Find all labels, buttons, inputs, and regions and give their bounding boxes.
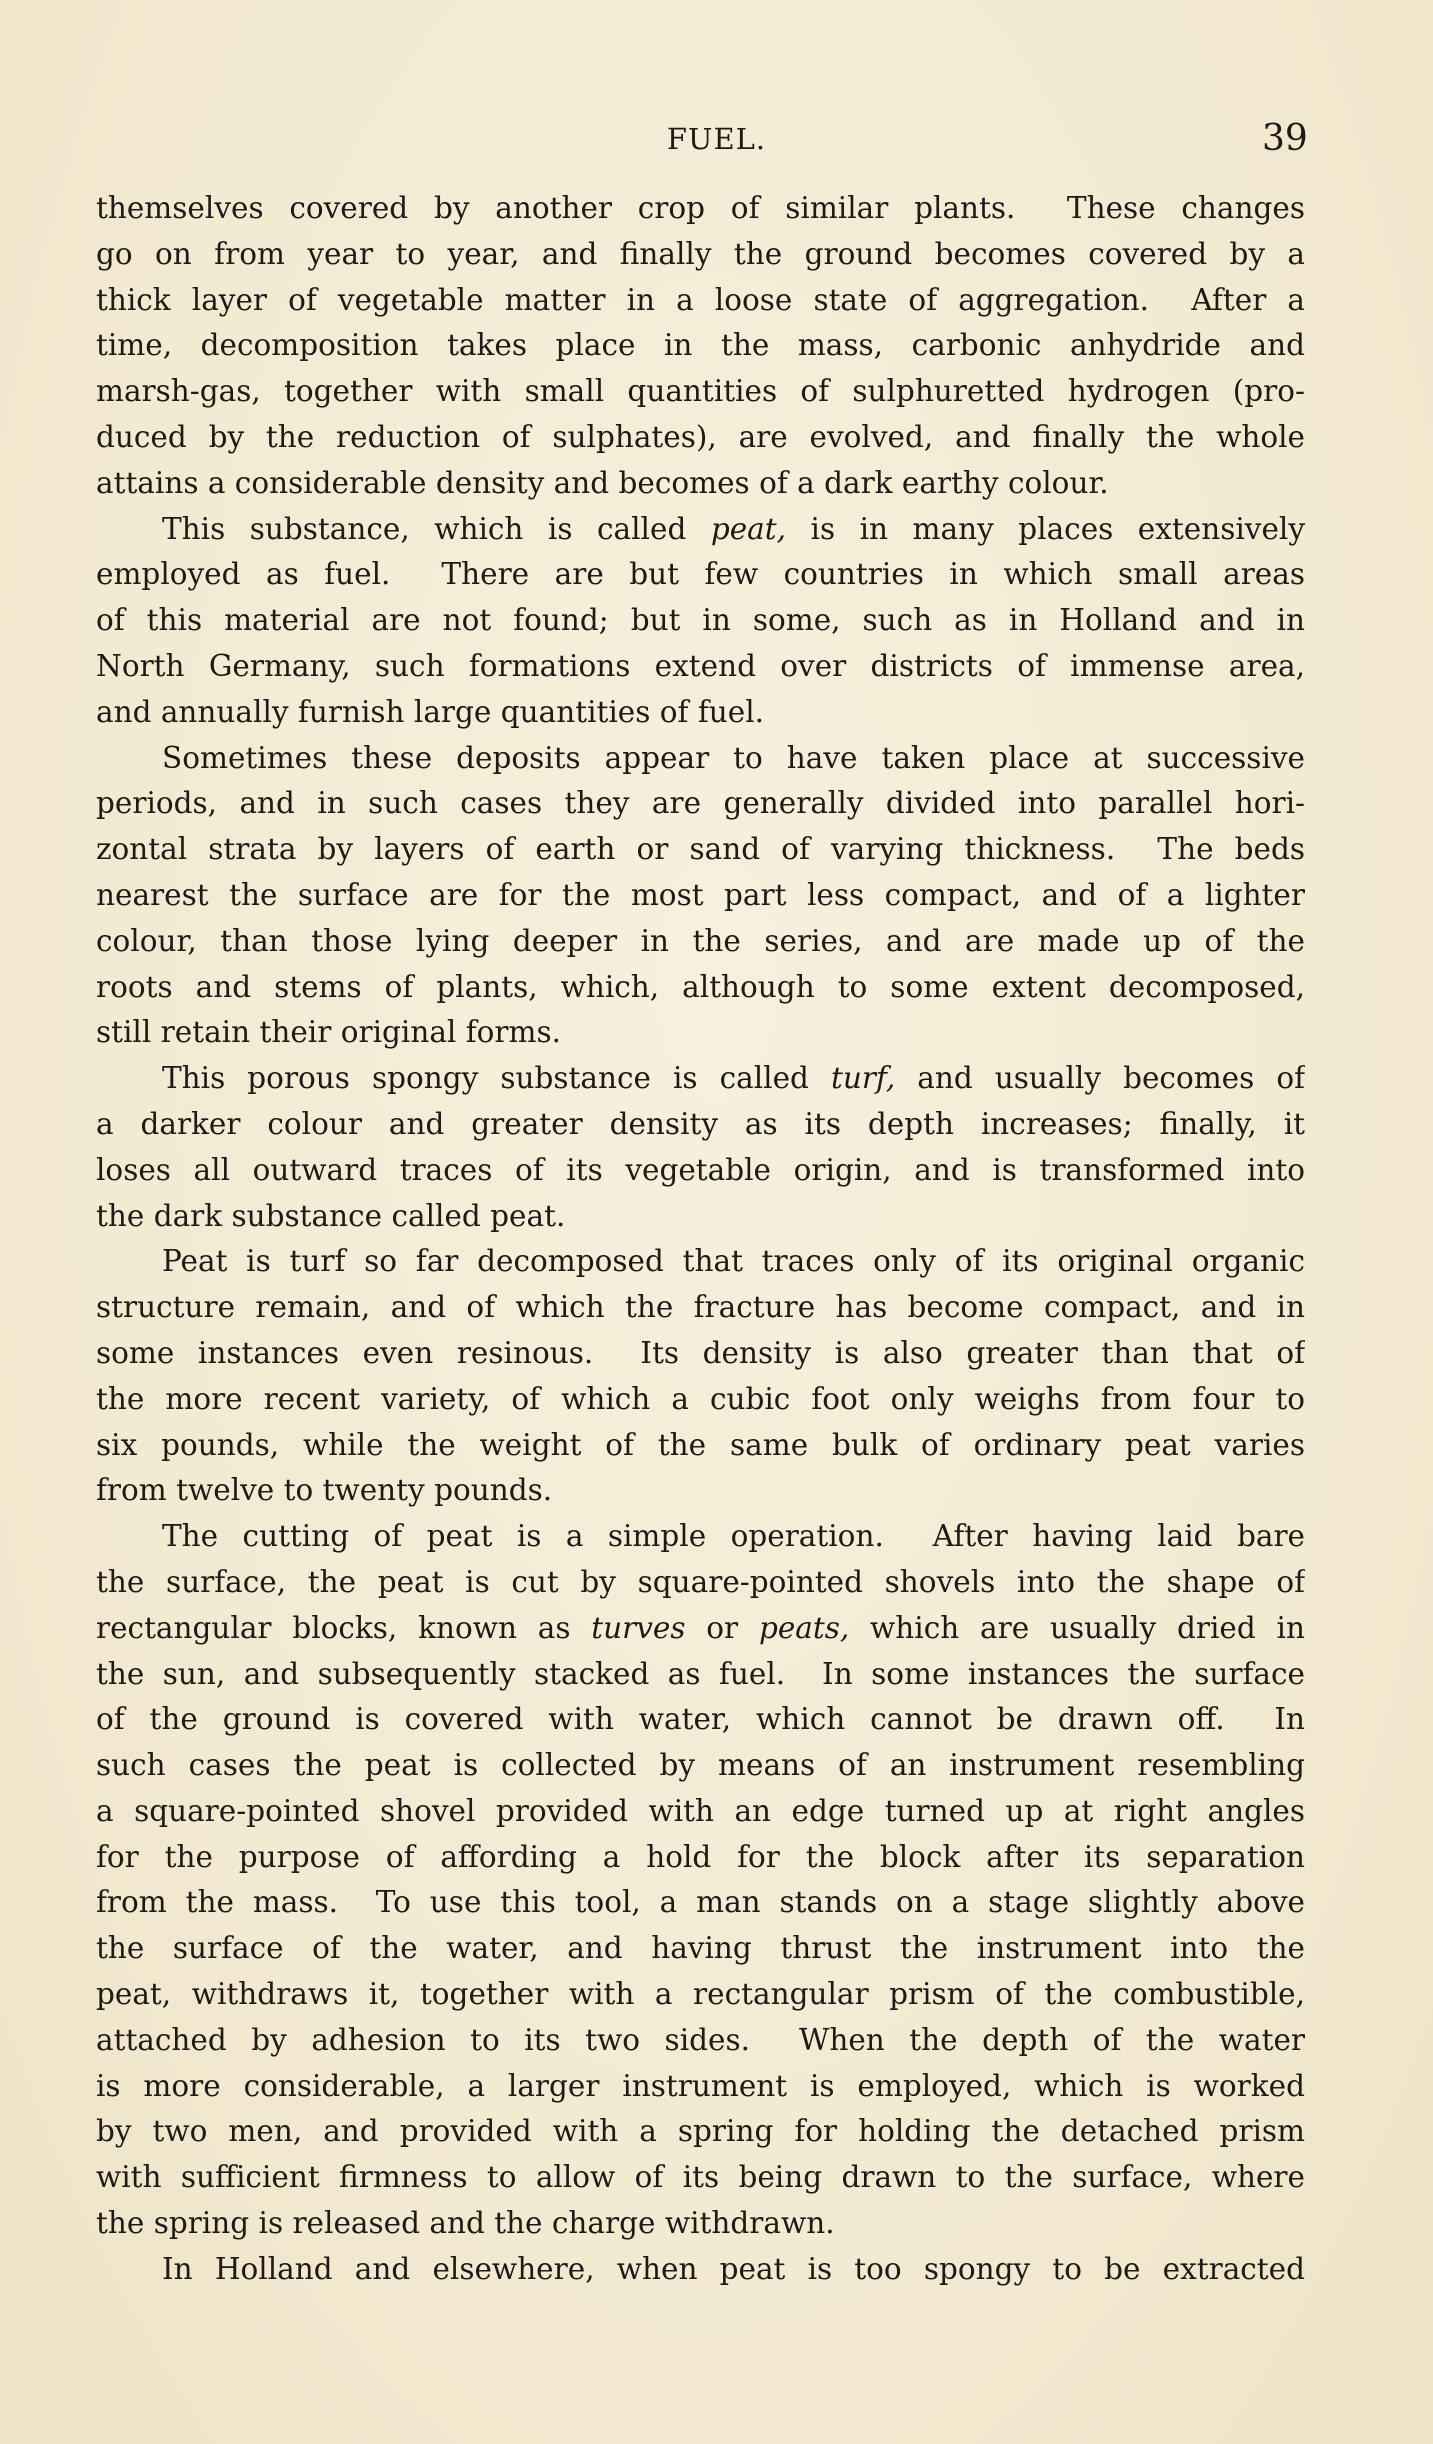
- text-segment: from the mass. To use this tool, a man stands on a stage slightly above: [96, 1885, 1305, 1920]
- text-line: [96, 690, 1305, 736]
- text-segment: In Holland and elsewhere, when peat is too spongy to be extracted: [162, 2251, 1305, 2286]
- text-segment: the sun, and subsequently stacked as fuel. In some instances the surface: [96, 1656, 1305, 1691]
- text-segment: structure remain, and of which the fracture has become compact, and in: [96, 1290, 1305, 1325]
- text-segment: rectangular blocks, known as: [96, 1610, 592, 1645]
- text-segment: the surface, the peat is cut by square-pointed shovels into the shape of: [96, 1564, 1305, 1599]
- text-line: [96, 1102, 1305, 1148]
- text-segment: Sometimes these deposits appear to have taken place at successive: [162, 740, 1305, 775]
- text-line: [96, 1743, 1305, 1789]
- italic-term: peat,: [710, 511, 787, 546]
- text-segment: go on from year to year, and finally the ground becomes covered by a: [96, 236, 1305, 271]
- body-text: [96, 186, 1305, 2293]
- text-segment: by two men, and provided with a spring for holding the detached prism: [96, 2114, 1305, 2149]
- text-line: [96, 873, 1305, 919]
- text-line: [96, 1285, 1305, 1331]
- text-line: [96, 1331, 1305, 1377]
- text-segment: for the purpose of affording a hold for the block after its separation: [96, 1839, 1305, 1874]
- text-line: [96, 507, 1305, 553]
- text-line: [96, 1789, 1305, 1835]
- text-segment: employed as fuel. There are but few countries in which small areas: [96, 557, 1305, 592]
- text-segment: nearest the surface are for the most part less compact, and of a lighter: [96, 877, 1305, 912]
- text-line: [96, 598, 1305, 644]
- text-line: [96, 644, 1305, 690]
- text-line: [96, 1468, 1305, 1514]
- text-line: [96, 1194, 1305, 1240]
- text-segment: the dark substance called peat.: [96, 1198, 566, 1233]
- text-line: [96, 736, 1305, 782]
- text-line: [96, 1560, 1305, 1606]
- text-line: [96, 2201, 1305, 2247]
- text-line: [96, 1148, 1305, 1194]
- running-head: [0, 118, 1433, 158]
- text-segment: is more considerable, a larger instrument is employed, which is worked: [96, 2068, 1305, 2103]
- text-line: [96, 2155, 1305, 2201]
- text-line: [96, 461, 1305, 507]
- italic-term: peats,: [758, 1610, 850, 1645]
- text-segment: which are usually dried in: [849, 1610, 1305, 1645]
- text-segment: attached by adhesion to its two sides. When the depth of the water: [96, 2022, 1305, 2057]
- text-segment: This substance, which is called: [162, 511, 711, 546]
- text-segment: colour, than those lying deeper in the series, and are made up of the: [96, 923, 1305, 958]
- text-segment: and annually furnish large quantities of fuel.: [96, 694, 765, 729]
- text-segment: still retain their original forms.: [96, 1015, 561, 1050]
- text-segment: attains a considerable density and becomes of a dark earthy colour.: [96, 465, 1109, 500]
- text-segment: from twelve to twenty pounds.: [96, 1473, 553, 1508]
- text-segment: six pounds, while the weight of the same bulk of ordinary peat varies: [96, 1427, 1305, 1462]
- text-segment: with sufficient firmness to allow of its being drawn to the surface, where: [96, 2160, 1305, 2195]
- text-segment: The cutting of peat is a simple operation. After having laid bare: [162, 1519, 1305, 1554]
- text-segment: a square-pointed shovel provided with an edge turned up at right angles: [96, 1793, 1305, 1828]
- text-line: [96, 2018, 1305, 2064]
- text-line: [96, 369, 1305, 415]
- text-segment: duced by the reduction of sulphates), are evolved, and finally the whole: [96, 419, 1305, 454]
- text-segment: of this material are not found; but in some, such as in Holland and in: [96, 603, 1305, 638]
- text-segment: peat, withdraws it, together with a rectangular prism of the combustible,: [96, 1977, 1305, 2012]
- italic-term: turves: [591, 1610, 686, 1645]
- running-title: FUEL.: [666, 122, 767, 156]
- text-line: [96, 1010, 1305, 1056]
- text-line: [96, 781, 1305, 827]
- text-line: [96, 1514, 1305, 1560]
- text-line: [96, 552, 1305, 598]
- text-segment: themselves covered by another crop of similar plants. These changes: [96, 191, 1305, 225]
- text-segment: North Germany, such formations extend over districts of immense area,: [96, 648, 1305, 683]
- text-segment: such cases the peat is collected by means of an instrument resembling: [96, 1748, 1305, 1783]
- text-segment: marsh-gas, together with small quantities of sulphuretted hydrogen (pro-: [96, 374, 1305, 409]
- text-segment: is in many places extensively: [786, 511, 1305, 546]
- text-line: [96, 1377, 1305, 1423]
- text-line: [96, 1239, 1305, 1285]
- text-segment: loses all outward traces of its vegetable origin, and is transformed into: [96, 1152, 1305, 1187]
- text-line: [96, 1423, 1305, 1469]
- text-segment: periods, and in such cases they are generally divided into parallel hori-: [96, 786, 1305, 821]
- text-segment: a darker colour and greater density as its depth increases; finally, it: [96, 1106, 1305, 1141]
- text-line: [96, 1056, 1305, 1102]
- text-line: [96, 965, 1305, 1011]
- text-segment: or: [685, 1610, 759, 1645]
- text-line: [96, 1652, 1305, 1698]
- text-line: [96, 2247, 1305, 2293]
- page-number: 39: [1262, 118, 1308, 159]
- text-line: [96, 186, 1305, 232]
- text-line: [96, 1697, 1305, 1743]
- text-segment: the surface of the water, and having thrust the instrument into the: [96, 1931, 1305, 1966]
- text-segment: thick layer of vegetable matter in a loose state of aggregation. After a: [96, 282, 1305, 317]
- text-line: [96, 827, 1305, 873]
- text-segment: zontal strata by layers of earth or sand of varying thickness. The beds: [96, 832, 1305, 867]
- text-line: [96, 2109, 1305, 2155]
- text-line: [96, 278, 1305, 324]
- text-segment: This porous spongy substance is called: [162, 1061, 831, 1096]
- text-line: [96, 1606, 1305, 1652]
- italic-term: turf,: [831, 1061, 896, 1096]
- text-line: [96, 1972, 1305, 2018]
- text-line: [96, 1880, 1305, 1926]
- text-segment: of the ground is covered with water, which cannot be drawn off. In: [96, 1702, 1305, 1737]
- text-line: [96, 415, 1305, 461]
- text-line: [96, 2064, 1305, 2110]
- text-segment: time, decomposition takes place in the mass, carbonic anhydride and: [96, 328, 1305, 363]
- text-line: [96, 232, 1305, 278]
- text-line: [96, 1835, 1305, 1881]
- text-segment: Peat is turf so far decomposed that traces only of its original organic: [162, 1244, 1305, 1279]
- text-segment: and usually becomes of: [895, 1061, 1305, 1096]
- text-line: [96, 1926, 1305, 1972]
- text-segment: the spring is released and the charge withdrawn.: [96, 2206, 835, 2241]
- text-line: [96, 323, 1305, 369]
- text-segment: some instances even resinous. Its density is also greater than that of: [96, 1335, 1305, 1370]
- text-segment: the more recent variety, of which a cubic foot only weighs from four to: [96, 1381, 1305, 1416]
- text-segment: roots and stems of plants, which, although to some extent decomposed,: [96, 969, 1305, 1004]
- text-line: [96, 919, 1305, 965]
